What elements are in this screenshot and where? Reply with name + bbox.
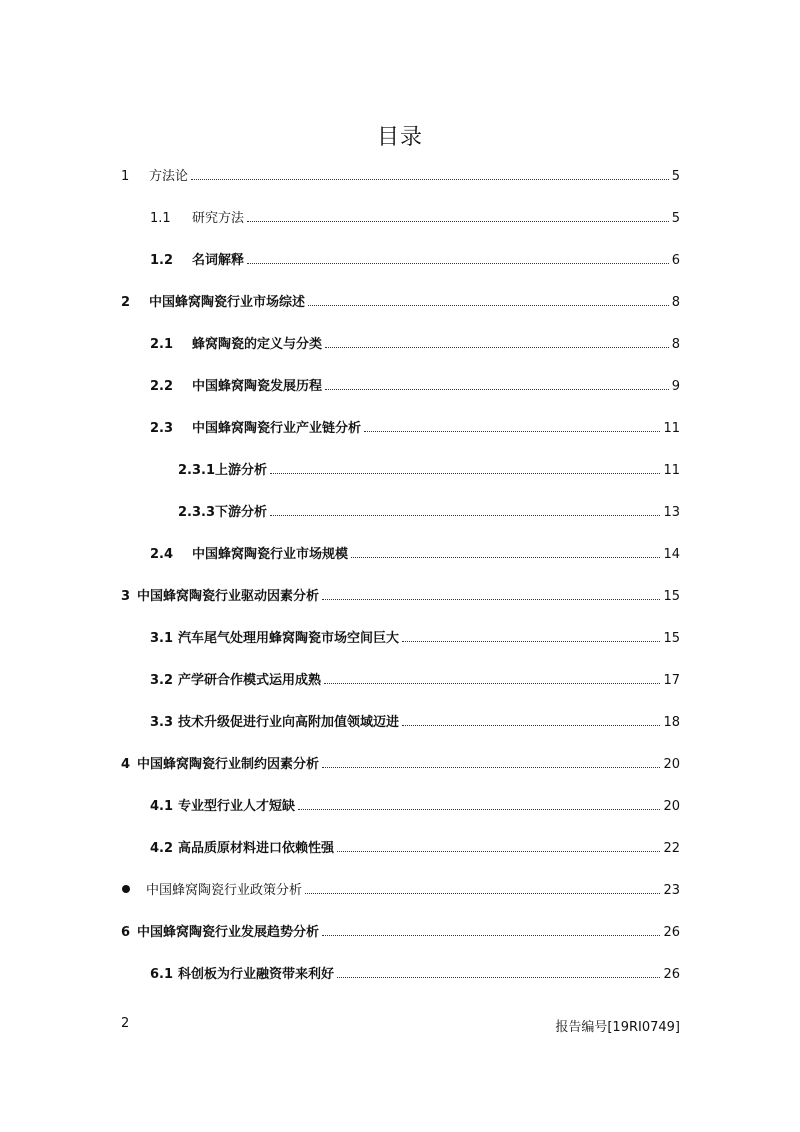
toc-entry-page: 11 [663, 463, 680, 478]
toc-entry-number: 4 [121, 757, 131, 772]
toc-entry-title: 蜂窝陶瓷的定义与分类 [192, 337, 323, 352]
toc-entry-number: 2.2 [150, 379, 174, 394]
dot-leader [298, 797, 660, 810]
toc-entry-number: 1.2 [150, 253, 174, 268]
toc-entry-number: 6.1 [150, 967, 174, 982]
toc-entry-2-4[interactable] [150, 545, 680, 565]
toc-entry-1-1[interactable] [150, 209, 680, 229]
dot-leader [364, 419, 660, 432]
toc-entry-1[interactable] [121, 167, 680, 187]
toc-entry-number: 2.3 [150, 421, 174, 436]
toc-entry-title: 中国蜂窝陶瓷行业驱动因素分析 [137, 589, 320, 604]
toc-entry-2-3-3[interactable] [178, 503, 680, 523]
toc-entry-title: 中国蜂窝陶瓷行业制约因素分析 [137, 757, 320, 772]
toc-entry-page: 15 [663, 631, 680, 646]
toc-entry-2-3-1[interactable] [178, 461, 680, 481]
footer-page-number: 2 [121, 1016, 130, 1031]
toc-entry-title: 汽车尾气处理用蜂窝陶瓷市场空间巨大 [178, 631, 400, 646]
toc-entry-number: 3.1 [150, 631, 174, 646]
toc-entry-page: 8 [671, 337, 680, 352]
toc-entry-page: 5 [671, 169, 680, 184]
toc-entry-title: 高品质原材料进口依赖性强 [178, 841, 335, 856]
toc-entry-3[interactable] [121, 587, 680, 607]
toc-entry-title: 方法论 [149, 169, 189, 184]
toc-entry-title: 中国蜂窝陶瓷行业产业链分析 [192, 421, 362, 436]
toc-entry-page: 11 [663, 421, 680, 436]
toc-entry-page: 15 [663, 589, 680, 604]
toc-entry-number: 6 [121, 925, 131, 940]
dot-leader [247, 209, 669, 222]
dot-leader [322, 587, 660, 600]
toc-entry-page: 23 [663, 883, 680, 898]
toc-entry-title: 中国蜂窝陶瓷行业市场规模 [192, 547, 349, 562]
toc-entry-page: 20 [663, 799, 680, 814]
toc-entry-page: 26 [663, 925, 680, 940]
toc-entry-page: 18 [663, 715, 680, 730]
toc-entry-number: 2.3.3 [178, 505, 216, 520]
dot-leader [337, 965, 660, 978]
toc-entry-page: 20 [663, 757, 680, 772]
toc-entry-title: 专业型行业人才短缺 [178, 799, 296, 814]
toc-entry-4[interactable] [121, 755, 680, 775]
bullet-icon [122, 885, 130, 893]
dot-leader [322, 755, 660, 768]
dot-leader [308, 293, 669, 306]
toc-entry-3-1[interactable] [150, 629, 680, 649]
dot-leader [247, 251, 669, 264]
toc-entry-5[interactable] [122, 881, 680, 901]
toc-entry-number: 3 [121, 589, 131, 604]
toc-entry-title: 中国蜂窝陶瓷行业发展趋势分析 [137, 925, 320, 940]
dot-leader [351, 545, 660, 558]
toc-entry-2-2[interactable] [150, 377, 680, 397]
toc-entry-number: 2.4 [150, 547, 174, 562]
toc-entry-number: 2 [121, 295, 131, 310]
toc-entry-title: 产学研合作模式运用成熟 [178, 673, 322, 688]
toc-entry-number: 1.1 [150, 211, 171, 226]
toc-entry-3-3[interactable] [150, 713, 680, 733]
toc-entry-page: 6 [671, 253, 680, 268]
toc-entry-4-1[interactable] [150, 797, 680, 817]
dot-leader [270, 461, 660, 474]
toc-entry-page: 14 [663, 547, 680, 562]
toc-entry-title: 下游分析 [215, 505, 268, 520]
toc-entry-page: 5 [671, 211, 680, 226]
dot-leader [402, 629, 660, 642]
toc-entry-title: 中国蜂窝陶瓷行业政策分析 [146, 883, 303, 898]
dot-leader [402, 713, 660, 726]
toc-entry-number: 3.3 [150, 715, 174, 730]
dot-leader [270, 503, 660, 516]
toc-entry-6[interactable] [121, 923, 680, 943]
toc-entry-number: 1 [121, 169, 130, 184]
toc-entry-page: 9 [671, 379, 680, 394]
page-title: 目录 [376, 125, 423, 150]
toc-entry-1-2[interactable] [150, 251, 680, 271]
footer-report-number: 报告编号[19RI0749] [555, 1020, 680, 1035]
dot-leader [324, 671, 660, 684]
dot-leader [322, 923, 660, 936]
dot-leader [191, 167, 669, 180]
toc-entry-3-2[interactable] [150, 671, 680, 691]
toc-entry-number: 4.2 [150, 841, 174, 856]
dot-leader [337, 839, 660, 852]
toc-entry-page: 8 [671, 295, 680, 310]
toc-entry-2[interactable] [121, 293, 680, 313]
toc-entry-2-1[interactable] [150, 335, 680, 355]
dot-leader [325, 335, 669, 348]
toc-entry-page: 13 [663, 505, 680, 520]
toc-entry-title: 技术升级促进行业向高附加值领域迈进 [178, 715, 400, 730]
dot-leader [325, 377, 669, 390]
toc-entry-title: 中国蜂窝陶瓷行业市场综述 [149, 295, 306, 310]
toc-entry-page: 22 [663, 841, 680, 856]
toc-entry-title: 名词解释 [192, 253, 245, 268]
toc-entry-title: 上游分析 [215, 463, 268, 478]
toc-entry-title: 研究方法 [192, 211, 245, 226]
toc-entry-4-2[interactable] [150, 839, 680, 859]
toc-entry-title: 科创板为行业融资带来利好 [178, 967, 335, 982]
toc-entry-title: 中国蜂窝陶瓷发展历程 [192, 379, 323, 394]
toc-entry-number: 4.1 [150, 799, 174, 814]
dot-leader [305, 881, 660, 894]
toc-entry-page: 26 [663, 967, 680, 982]
toc-entry-page: 17 [663, 673, 680, 688]
toc-entry-6-1[interactable] [150, 965, 680, 985]
toc-entry-2-3[interactable] [150, 419, 680, 439]
toc-entry-number: 3.2 [150, 673, 174, 688]
toc-entry-number: 2.3.1 [178, 463, 216, 478]
toc-entry-number: 2.1 [150, 337, 174, 352]
